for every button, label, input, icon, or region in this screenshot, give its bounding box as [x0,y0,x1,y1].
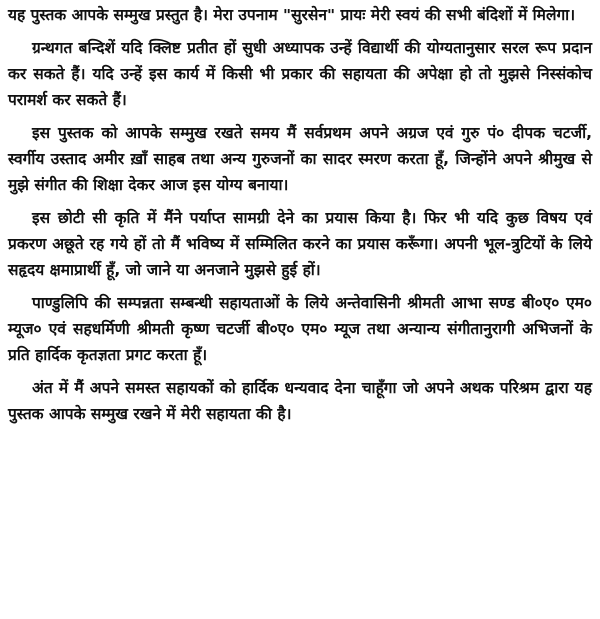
paragraph-bandish-guidance: ग्रन्थगत बन्दिशें यदि क्लिष्ट प्रतीत हों सुधी अध्यापक उन्हें विद्यार्थी की योग्यतानुसार सरल रूप प्रदान कर सकते हैं। यदि उन्हें इस कार्य में किसी भी प्रकार की सहायता की अपेक्षा हो तो मुझसे निस्संकोच परामर्श कर सकते हैं। [8,39,592,109]
paragraph-manuscript-thanks: पाण्डुलिपि की सम्पन्नता सम्बन्धी सहायताओं के लिये अन्तेवासिनी श्रीमती आभा सण्ड बी०ए० एम० म्यूज० एवं सहधर्मिणी श्रीमती कृष्ण चटर्जी बी०ए० एम० म्यूज तथा अन्यान्य संगीतानुरागी अभिजनों के प्रति हार्दिक कृतज्ञता प्रगट करता हूँ। [8,294,592,364]
paragraph-gurus-remembrance: इस पुस्तक को आपके सम्मुख रखते समय मैं सर्वप्रथम अपने अग्रज एवं गुरु पं० दीपक चटर्जी, स्वर्गीय उस्ताद अमीर ख़ाँ साहब तथा अन्य गुरुजनों का सादर स्मरण करता हूँ, जिन्होंने अपने श्रीमुख से मुझे संगीत की शिक्षा देकर आज इस योग्य बनाया। [8,124,592,194]
paragraph-intro: यह पुस्तक आपके सम्मुख प्रस्तुत है। मेरा उपनाम "सुरसेन" प्रायः मेरी स्वयं की सभी बंदिशों में मिलेगा। [8,6,576,24]
paragraph-material-apology: इस छोटी सी कृति में मैंने पर्याप्त सामग्री देने का प्रयास किया है। फिर भी यदि कुछ विषय एवं प्रकरण अछूते रह गये हों तो मैं भविष्य में सम्मिलित करने का प्रयास करूँगा। अपनी भूल-त्रुटियों के लिये सहृदय क्षमाप्रार्थी हूँ, जो जाने या अनजाने मुझसे हुई हों। [8,209,592,279]
paragraph-final-thanks: अंत में मैं अपने समस्त सहायकों को हार्दिक धन्यवाद देना चाहूँगा जो अपने अथक परिश्रम द्वारा यह पुस्तक आपके सम्मुख रखने में मेरी सहायता की है। [8,379,592,423]
